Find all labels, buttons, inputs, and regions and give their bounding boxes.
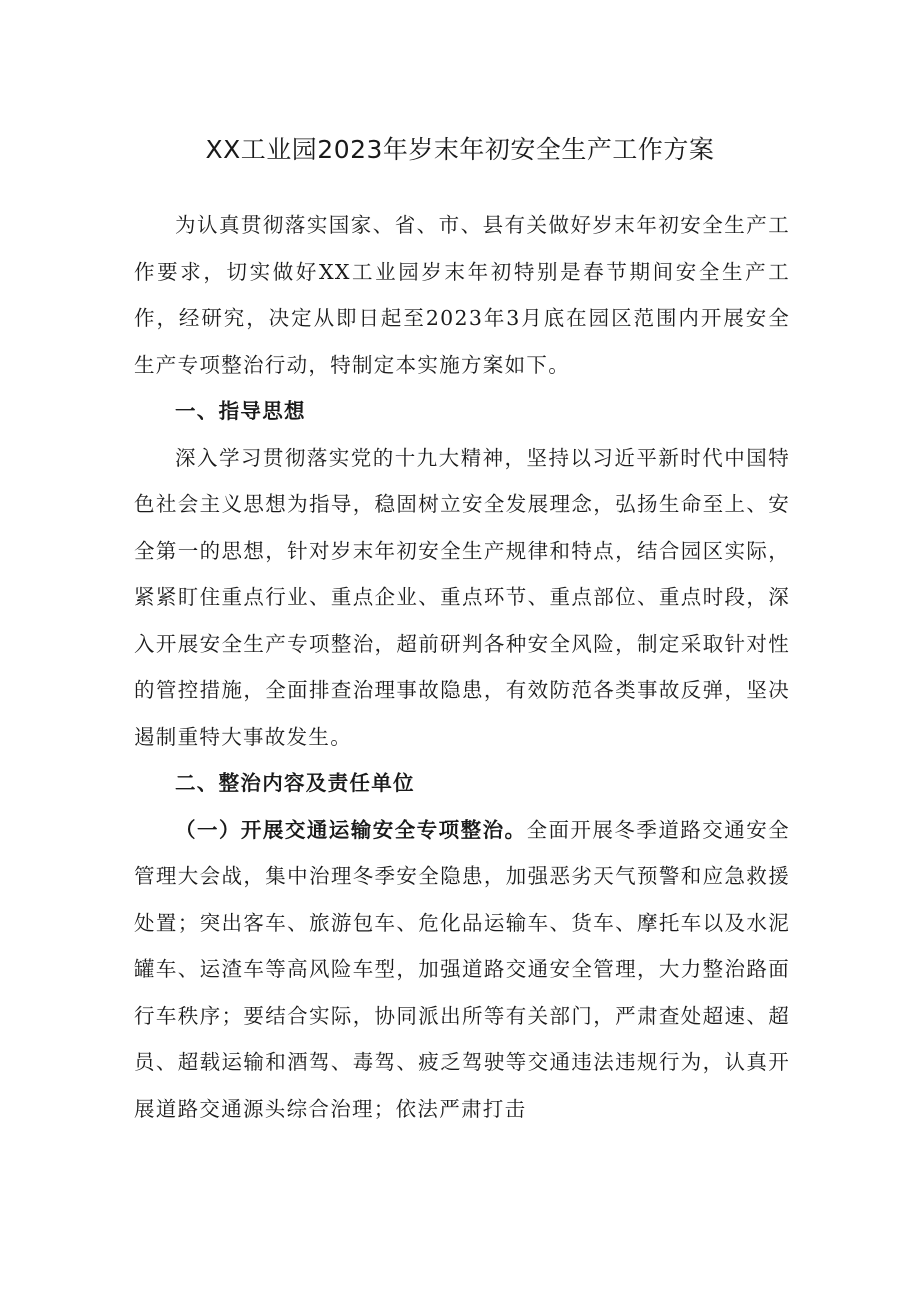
subsection-title-traffic-safety: （一）开展交通运输安全专项整治。 — [175, 817, 527, 842]
intro-paragraph: 为认真贯彻落实国家、省、市、县有关做好岁末年初安全生产工作要求，切实做好XX工业园岁末年初特别是春节期间安全生产工作，经研究，决定从即日起至2023年3月底在园区范围内开展安全生产专项整治行动，特制定本实施方案如下。 — [134, 213, 790, 377]
document-title: XX工业园2023年岁末年初安全生产工作方案 — [205, 135, 715, 164]
subsection-paragraph-traffic-safety — [134, 807, 790, 1133]
section-paragraph-guiding-ideology: 深入学习贯彻落实党的十九大精神，坚持以习近平新时代中国特色社会主义思想为指导，稳固树立安全发展理念，弘扬生命至上、安全第一的思想，针对岁末年初安全生产规律和特点，结合园区实际，紧紧盯住重点行业、重点企业、重点环节、重点部位、重点时段，深入开展安全生产专项整治，超前研判各种安全风险，制定采取针对性的管控措施，全面排查治理事故隐患，有效防范各类事故反弹，坚决遏制重特大事故发生。 — [134, 445, 790, 749]
section-heading-rectification-content: 二、整治内容及责任单位 — [175, 771, 415, 795]
document-body — [134, 202, 790, 1132]
section-heading-guiding-ideology: 一、指导思想 — [175, 399, 306, 423]
subsection-text-traffic-safety: 全面开展冬季道路交通安全管理大会战，集中治理冬季安全隐患，加强恶劣天气预警和应急救援处置；突出客车、旅游包车、危化品运输车、货车、摩托车以及水泥罐车、运渣车等高风险车型，加强道路交通安全管理，大力整治路面行车秩序；要结合实际，协同派出所等有关部门，严肃查处超速、超员、超载运输和酒驾、毒驾、疲乏驾驶等交通违法违规行为，认真开展道路交通源头综合治理；依法严肃打击 — [134, 817, 790, 1121]
